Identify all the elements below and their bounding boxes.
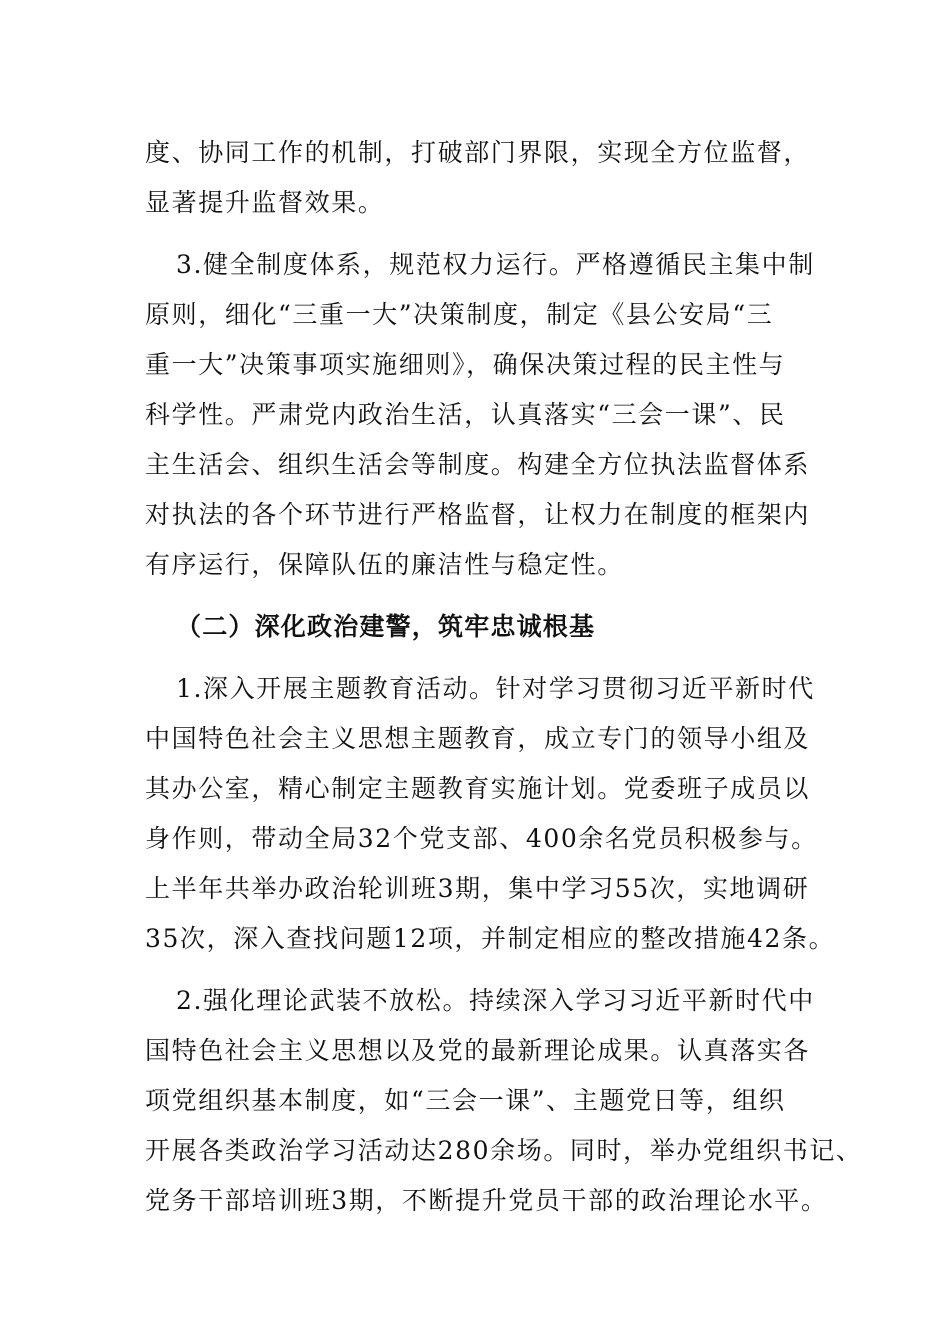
text-line: 上半年共举办政治轮训班3期，集中学习55次，实地调研 [145,874,810,903]
text-line: 其办公室，精心制定主题教育实施计划。党委班子成员以 [145,774,811,803]
text-line: 35次，深入查找问题12项，并制定相应的整改措施42条。 [145,924,836,953]
text-line: 开展各类政治学习活动达280余场。同时，举办党组织书记、 [145,1136,863,1165]
text-line: 党务干部培训班3期，不断提升党员干部的政治理论水平。 [145,1186,828,1215]
text-line: 项党组织基本制度，如“三会一课”、主题党日等，组织 [145,1086,786,1115]
paragraph-start-line: 1.深入开展主题教育活动。针对学习贯彻习近平新时代 [176,674,815,703]
text-line: 度、协同工作的机制，打破部门界限，实现全方位监督， [145,138,811,167]
paragraph-start-line: 3.健全制度体系，规范权力运行。严格遵循民主集中制 [176,250,815,279]
text-line: 有序运行，保障队伍的廉洁性与稳定性。 [145,550,624,579]
text-line: 重一大”决策事项实施细则》，确保决策过程的民主性与 [145,350,786,379]
text-line: 原则，细化“三重一大”决策制度，制定《县公安局“三 [145,300,774,329]
text-line: 科学性。严肃党内政治生活，认真落实“三会一课”、民 [145,400,786,429]
paragraph-start-line: 2.强化理论武装不放松。持续深入学习习近平新时代中 [176,986,815,1015]
text-line: 国特色社会主义思想以及党的最新理论成果。认真落实各 [145,1036,811,1065]
text-line: 对执法的各个环节进行严格监督，让权力在制度的框架内 [145,500,811,529]
text-line: 身作则，带动全局32个党支部、400余名党员积极参与。 [145,824,818,853]
text-line: 显著提升监督效果。 [145,188,385,217]
text-line: 中国特色社会主义思想主题教育，成立专门的领导小组及 [145,724,811,753]
text-line: 主生活会、组织生活会等制度。构建全方位执法监督体系 [145,450,811,479]
section-heading: （二）深化政治建警，筑牢忠诚根基 [176,612,596,641]
